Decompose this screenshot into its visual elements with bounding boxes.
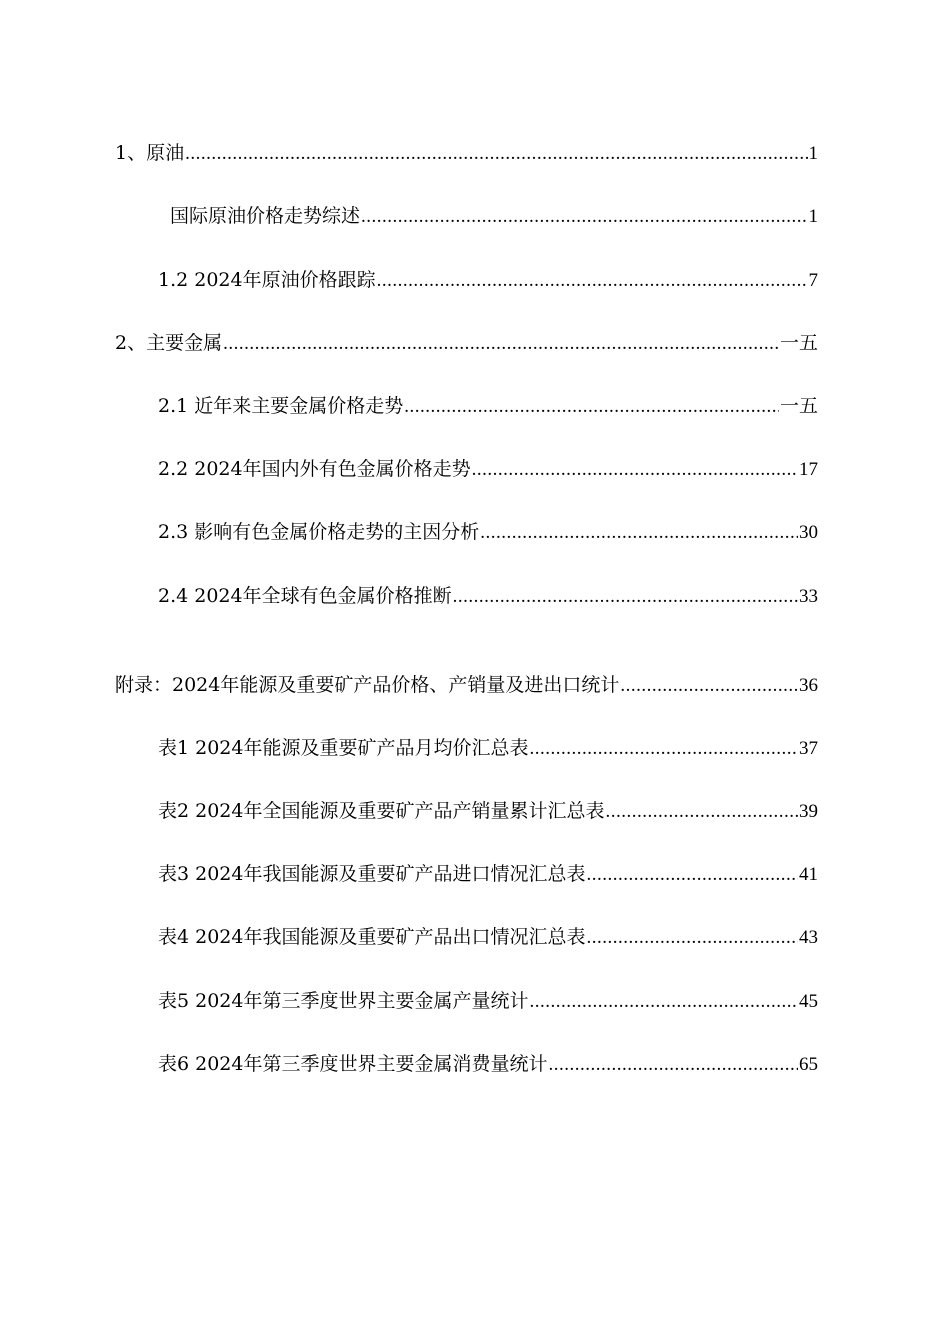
toc-dot-leader xyxy=(529,737,798,761)
toc-dot-leader xyxy=(480,521,798,545)
toc-entry-label: 表2 2024年全国能源及重要矿产品产销量累计汇总表 xyxy=(158,800,605,822)
toc-page-number: 45 xyxy=(799,991,818,1012)
toc-page-number: 39 xyxy=(799,801,818,822)
toc-entry-label: 表1 2024年能源及重要矿产品月均价汇总表 xyxy=(158,737,529,759)
toc-entry-global-price-forecast[interactable] xyxy=(158,584,818,609)
toc-page-number: 一五 xyxy=(779,332,818,354)
toc-entry-crude-price-tracking[interactable] xyxy=(158,268,818,293)
toc-entry-label: 表5 2024年第三季度世界主要金属产量统计 xyxy=(158,990,529,1012)
toc-dot-leader xyxy=(472,458,798,482)
toc-page-number: 30 xyxy=(799,522,818,543)
toc-dot-leader xyxy=(453,585,798,609)
toc-page-number: 41 xyxy=(799,864,818,885)
toc-entry-table-2[interactable] xyxy=(158,799,818,824)
toc-page-number: 65 xyxy=(799,1054,818,1075)
toc-entry-table-5[interactable] xyxy=(158,989,818,1014)
toc-dot-leader xyxy=(586,863,798,887)
toc-dot-leader xyxy=(404,395,779,419)
toc-entry-label: 2.1 近年来主要金属价格走势 xyxy=(158,395,404,417)
toc-entry-table-1[interactable] xyxy=(158,736,818,761)
toc-entry-nonferrous-price-trend[interactable] xyxy=(158,457,818,482)
toc-entry-price-factor-analysis[interactable] xyxy=(158,520,818,545)
toc-dot-leader xyxy=(620,674,798,698)
toc-dot-leader xyxy=(223,332,779,356)
toc-page-number: 7 xyxy=(808,270,818,291)
toc-page-number: 43 xyxy=(799,927,818,948)
toc-entry-label: 2.4 2024年全球有色金属价格推断 xyxy=(158,585,452,607)
toc-page-number: 1 xyxy=(808,143,818,164)
toc-dot-leader xyxy=(529,990,798,1014)
toc-page-number: 1 xyxy=(808,206,818,227)
toc-entry-label: 国际原油价格走势综述 xyxy=(170,205,361,227)
toc-entry-table-4[interactable] xyxy=(158,925,818,950)
toc-page-number: 37 xyxy=(799,738,818,759)
toc-page-number: 一五 xyxy=(779,395,818,417)
toc-page-number: 17 xyxy=(799,459,818,480)
toc-dot-leader xyxy=(586,926,798,950)
toc-entry-label: 2.2 2024年国内外有色金属价格走势 xyxy=(158,458,471,480)
toc-entry-major-metals[interactable] xyxy=(115,331,818,356)
toc-entry-label: 2.3 影响有色金属价格走势的主因分析 xyxy=(158,521,480,543)
toc-dot-leader xyxy=(185,142,807,166)
toc-entry-crude-oil[interactable] xyxy=(115,141,818,166)
toc-entry-label: 表4 2024年我国能源及重要矿产品出口情况汇总表 xyxy=(158,926,586,948)
toc-entry-appendix[interactable] xyxy=(115,673,818,698)
toc-entry-label: 附录：2024年能源及重要矿产品价格、产销量及进出口统计 xyxy=(115,674,620,696)
toc-entry-intl-crude-price-overview[interactable] xyxy=(170,204,818,229)
toc-page-number: 33 xyxy=(799,586,818,607)
toc-dot-leader xyxy=(605,800,798,824)
toc-entry-label: 表6 2024年第三季度世界主要金属消费量统计 xyxy=(158,1053,548,1075)
toc-entry-label: 2、主要金属 xyxy=(115,332,223,354)
toc-page-number: 36 xyxy=(799,675,818,696)
toc-entry-table-6[interactable] xyxy=(158,1052,818,1077)
toc-entry-label: 1、原油 xyxy=(115,142,185,164)
toc-entry-label: 1.2 2024年原油价格跟踪 xyxy=(158,269,376,291)
toc-dot-leader xyxy=(377,269,808,293)
toc-entry-label: 表3 2024年我国能源及重要矿产品进口情况汇总表 xyxy=(158,863,586,885)
toc-dot-leader xyxy=(361,205,807,229)
toc-dot-leader xyxy=(548,1053,798,1077)
toc-entry-recent-metal-prices[interactable] xyxy=(158,394,818,419)
toc-entry-table-3[interactable] xyxy=(158,862,818,887)
